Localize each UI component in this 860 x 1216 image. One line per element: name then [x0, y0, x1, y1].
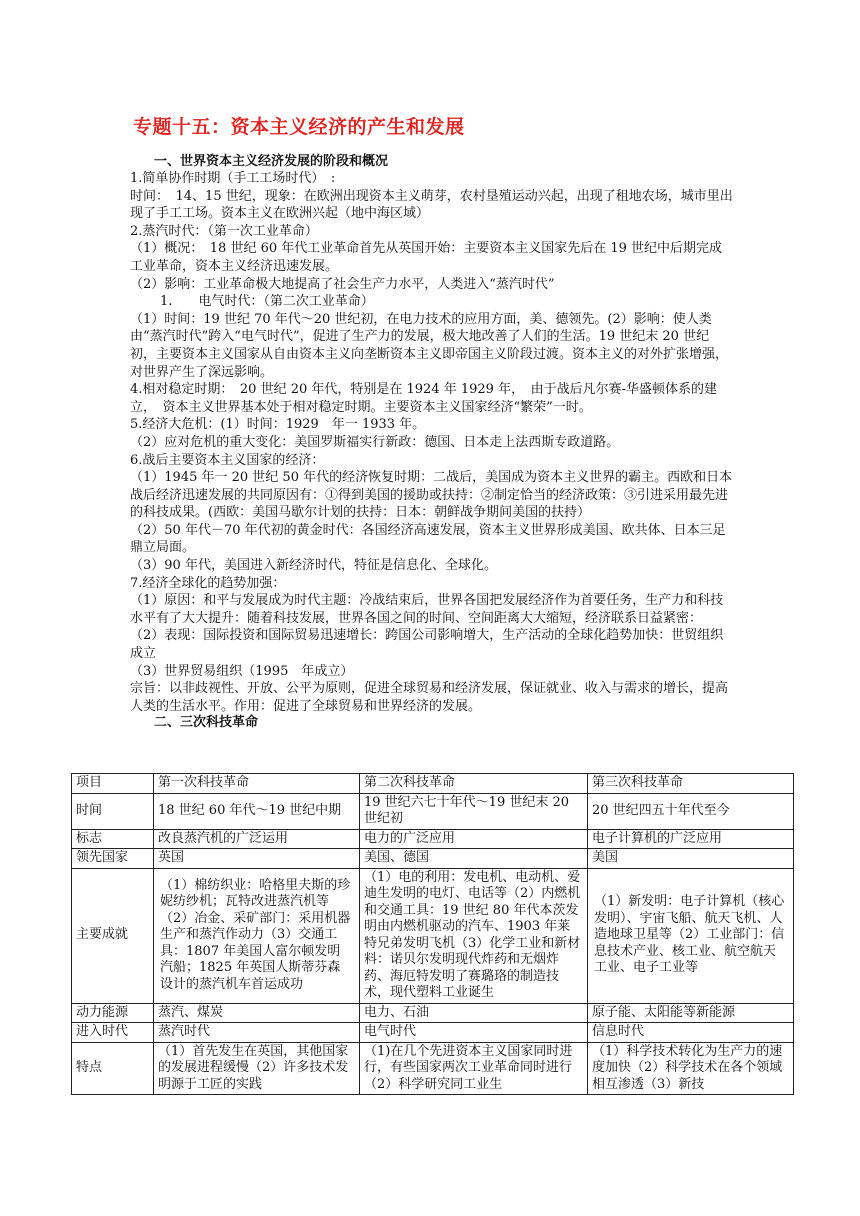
tech-revolution-table — [71, 773, 794, 1095]
table-row — [72, 849, 794, 869]
table-cell: 电力、石油 — [360, 1003, 588, 1023]
document-body — [130, 112, 735, 731]
paragraph: 宗旨：以非歧视性、开放、公平为原则，促进全球贸易和经济发展，保证就业、收入与需求的增长，提高人类的生活水平。作用：促进了全球贸易和世界经济的发展。 — [130, 681, 729, 714]
table-cell: 信息时代 — [588, 1023, 794, 1043]
table-cell: 主要成就 — [72, 868, 154, 1003]
paragraph: （2）影响：工业革命极大地提高了社会生产力水平，人类进入“蒸汽时代” — [130, 276, 555, 292]
table-row — [72, 1023, 794, 1043]
table-cell: （1）电的利用：发电机、电动机、爱迪生发明的电灯、电话等（2）内燃机和交通工具：19 世纪 80 年代本茨发明由内燃机驱动的汽车、1903 年莱特兄弟发明飞机（3）化学工业和新材料：诺贝尔发明现代炸药和无烟炸药、海厄特发明了赛璐珞的制造技术，现代塑料工业诞生 — [360, 868, 588, 1003]
table-cell: 时间 — [72, 793, 154, 829]
table-cell: 电力的广泛应用 — [360, 829, 588, 849]
table-cell: 改良蒸汽机的广泛运用 — [154, 829, 360, 849]
table-cell: 电子计算机的广泛应用 — [588, 829, 794, 849]
paragraph: （1）概况： 18 世纪 60 年代工业革命首先从英国开始：主要资本主义国家先后在 19 世纪中后期完成工业革命，资本主义经济迅速发展。 — [130, 241, 723, 274]
paragraph: （3）世界贸易组织（1995 年成立） — [130, 663, 354, 679]
table-row — [72, 868, 794, 1003]
table-header-cell: 第三次科技革命 — [588, 774, 794, 794]
table-cell: 电气时代 — [360, 1023, 588, 1043]
table-row — [72, 1003, 794, 1023]
section-heading-2: 二、三次科技革命 — [154, 715, 259, 731]
table-header-cell: 项目 — [72, 774, 154, 794]
table-cell: 动力能源 — [72, 1003, 154, 1023]
paragraph: 7.经济全球化的趋势加强： — [130, 575, 286, 591]
table-cell: 特点 — [72, 1042, 154, 1095]
table-cell: （1）首先发生在英国，其他国家的发展进程缓慢（2）许多技术发明源于工匠的实践 — [154, 1042, 360, 1095]
page-title: 专题十五：资本主义经济的产生和发展 — [133, 116, 465, 138]
paragraph: （3）90 年代，美国进入新经济时代，特征是信息化、全球化。 — [130, 558, 497, 574]
paragraph: 1. 电气时代：（第二次工业革命） — [160, 294, 374, 310]
table-cell: （1）新发明：电子计算机（核心发明）、宇宙飞船、航天飞机、人造地球卫星等（2）工业部门：信息技术产业、核工业、航空航天工业、电子工业等 — [588, 868, 794, 1003]
table-cell: 美国、德国 — [360, 849, 588, 869]
paragraph: （1）1945 年一 20 世纪 50 年代的经济恢复时期：二战后，美国成为资本主义世界的霸主。西欧和日本战后经济迅速发展的共同原因有：①得到美国的援助或扶持：②制定恰当的经济政策：③引进采用最先进的科技成果。(西欧：美国马歇尔计划的扶持：日本：朝鲜战争期间美国的扶持） — [130, 470, 733, 521]
paragraph: （2）50 年代－70 年代初的黄金时代：各国经济高速发展，资本主义世界形成美国、欧共体、日本三足鼎立局面。 — [130, 522, 726, 556]
table-cell: 标志 — [72, 829, 154, 849]
table-header-cell: 第二次科技革命 — [360, 774, 588, 794]
table-cell: 19 世纪六七十年代～19 世纪末 20 世纪初 — [360, 793, 588, 829]
table-cell: 蒸汽时代 — [154, 1023, 360, 1043]
table-header-cell: 第一次科技革命 — [154, 774, 360, 794]
table-header-row — [72, 774, 794, 794]
table-cell: 20 世纪四五十年代至今 — [588, 793, 794, 829]
paragraph: （2）表现：国际投资和国际贸易迅速增长：跨国公司影响增大，生产活动的全球化趋势加快：世贸组织成立 — [130, 628, 724, 662]
table-row — [72, 1042, 794, 1095]
paragraph: 5.经济大危机：(1）时间：1929 年一 1933 年。 — [130, 417, 426, 433]
paragraph: （2）应对危机的重大变化：美国罗斯福实行新政：德国、日本走上法西斯专政道路。 — [130, 434, 620, 450]
paragraph: （1）时间：19 世纪 70 年代～20 世纪初，在电力技术的应用方面，美、德领先。(2）影响：使人类由“蒸汽时代”跨入“电气时代”，促进了生产力的发展，极大地改善了人们的生活。19 世纪末 20 世纪初，主要资本主义国家从自由资本主义向垄断资本主义即帝国主义阶段过渡。资本主义的对外扩张增强，对世界产生了深远影响。 — [130, 311, 729, 380]
table-cell: 原子能、太阳能等新能源 — [588, 1003, 794, 1023]
table-row — [72, 829, 794, 849]
paragraph: 2.蒸汽时代：（第一次工业革命） — [130, 223, 318, 239]
section-heading-1: 一、世界资本主义经济发展的阶段和概况 — [154, 154, 389, 169]
paragraph: 1.简单协作时期（手工工场时代） : — [130, 171, 336, 186]
table-cell: 蒸汽、煤炭 — [154, 1003, 360, 1023]
paragraph: 6.战后主要资本主义国家的经济： — [130, 452, 325, 468]
paragraph: 时间： 14、15 世纪，现象：在欧洲出现资本主义萌芽，农村垦殖运动兴起，出现了租地农场，城市里出现了手工工场。资本主义在欧洲兴起（地中海区域） — [130, 188, 733, 222]
table-cell: （1)在几个先进资本主义国家同时进行，有些国家两次工业革命同时进行（2）科学研究同工业生 — [360, 1042, 588, 1095]
table-cell: 英国 — [154, 849, 360, 869]
table-cell: 领先国家 — [72, 849, 154, 869]
table-cell: （1）棉纺织业：哈格里夫斯的珍妮纺纱机；瓦特改进蒸汽机等（2）冶金、采矿部门：采用机器生产和蒸汽作动力（3）交通工具：1807 年美国人富尔顿发明汽船；1825 年英国人斯蒂芬森设计的蒸汽机车首运成功 — [154, 868, 360, 1003]
table-cell: 18 世纪 60 年代～19 世纪中期 — [154, 793, 360, 829]
table-cell: （1）科学技术转化为生产力的速度加快（2）科学技术在各个领域相互渗透（3）新技 — [588, 1042, 794, 1095]
table-cell: 美国 — [588, 849, 794, 869]
paragraph: 4.相对稳定时期： 20 世纪 20 年代，特别是在 1924 年 1929 年， 由于战后凡尔赛-华盛顿体系的建立， 资本主义世界基本处于相对稳定时期。主要资本主义国家经济“繁荣”一时。 — [130, 382, 717, 415]
table-row — [72, 793, 794, 829]
paragraph: （1）原因：和平与发展成为时代主题：冷战结束后，世界各国把发展经济作为首要任务，生产力和科技水平有了大大提升：随着科技发展，世界各国之间的时间、空间距离大大缩短，经济联系日益紧密： — [130, 593, 724, 626]
table-cell: 进入时代 — [72, 1023, 154, 1043]
